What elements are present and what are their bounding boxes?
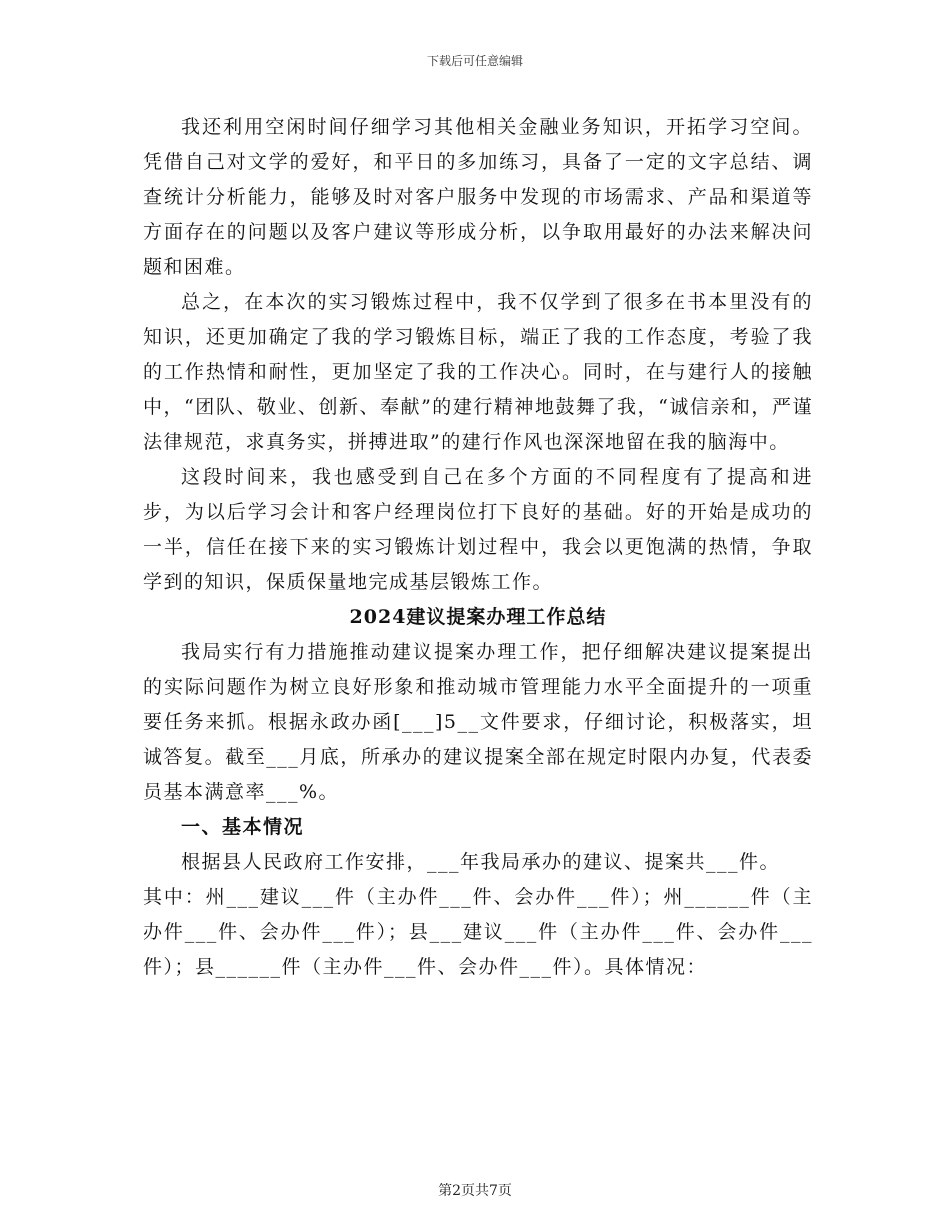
document-body	[143, 110, 813, 985]
paragraph-basic-count: 根据县人民政府工作安排，___年我局承办的建议、提案共___件。	[181, 851, 781, 873]
page-number: 第2页共7页	[438, 1183, 512, 1199]
paragraph-summary: 总之，在本次的实习锻炼过程中，我不仅学到了很多在书本里没有的知识，还更加确定了我的学习锻炼目标，端正了我的工作态度，考验了我的工作热情和耐性，更加坚定了我的工作决心。同时，在与建行人的接触中，“团队、敬业、创新、奉献”的建行精神地鼓舞了我，“诚信亲和，严谨法律规范，求真务实，拼搏进取”的建行作风也深深地留在我的脑海中。	[143, 291, 813, 453]
paragraph-progress: 这段时间来，我也感受到自己在多个方面的不同程度有了提高和进步，为以后学习会计和客户经理岗位打下良好的基础。好的开始是成功的一半，信任在接下来的实习锻炼计划过程中，我会以更饱满的热情，争取学到的知识，保质保量地完成基层锻炼工作。	[143, 466, 813, 593]
paragraph-learning: 我还利用空闲时间仔细学习其他相关金融业务知识，开拓学习空间。凭借自己对文学的爱好，和平日的多加练习，具备了一定的文字总结、调查统计分析能力，能够及时对客户服务中发现的市场需求、产品和渠道等方面存在的问题以及客户建议等形成分析，以争取用最好的办法来解决问题和困难。	[143, 116, 813, 278]
section-title: 2024建议提案办理工作总结	[349, 606, 607, 628]
page-header-note: 下载后可任意编辑	[426, 54, 523, 68]
heading-basic-situation: 一、基本情况	[181, 816, 305, 838]
paragraph-proposal-intro: 我局实行有力措施推动建议提案办理工作，把仔细解决建议提案提出的实际问题作为树立良好形象和推动城市管理能力水平全面提升的一项重要任务来抓。根据永政办函[___]5__文件要求，仔细讨论，积极落实，坦诚答复。截至___月底，所承办的建议提案全部在规定时限内办复，代表委员基本满意率___%。	[143, 641, 813, 803]
paragraph-breakdown: 其中：州___建议___件（主办件___件、会办件___件）；州______件（主办件___件、会办件___件）；县___建议___件（主办件___件、会办件___件）；县______件（主办件___件、会办件___件）。具体情况：	[143, 886, 813, 978]
